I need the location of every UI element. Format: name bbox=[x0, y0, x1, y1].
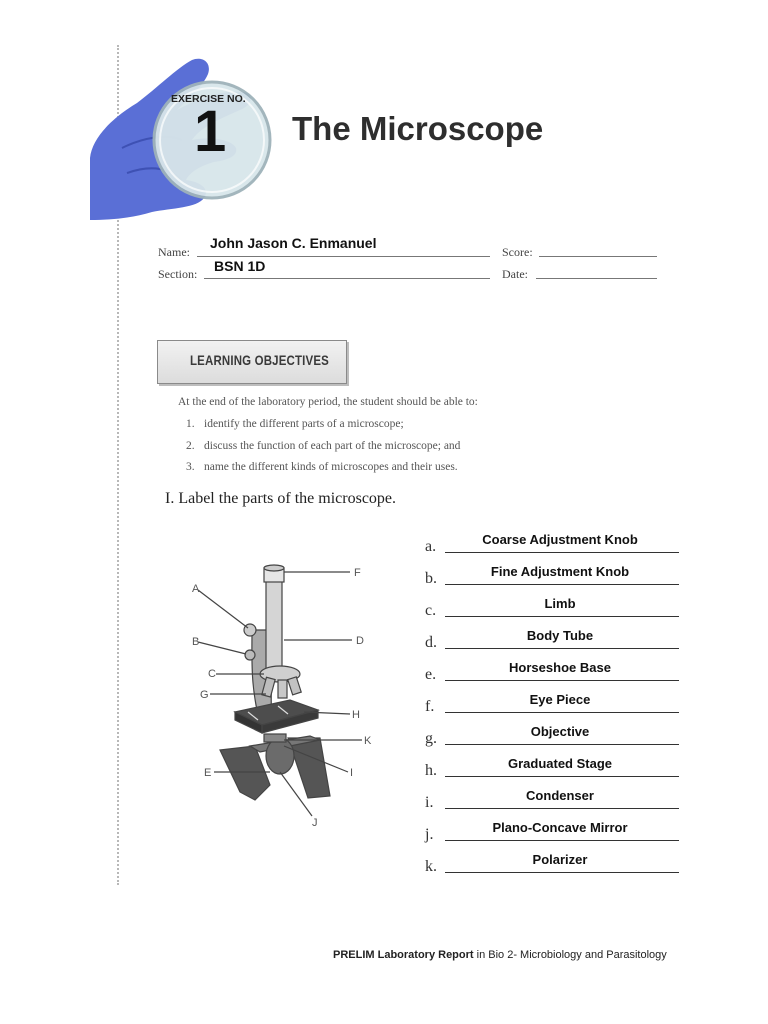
answer-text[interactable]: Body Tube bbox=[526, 628, 594, 643]
exercise-number: 1 bbox=[194, 99, 227, 164]
gloved-hand-illustration bbox=[82, 48, 282, 228]
diagram-label-i: I bbox=[350, 767, 354, 779]
date-field[interactable] bbox=[536, 278, 657, 279]
diagram-label-g: G bbox=[200, 689, 209, 701]
diagram-label-j: J bbox=[312, 817, 318, 829]
answer-line bbox=[445, 584, 679, 585]
section-value[interactable]: BSN 1D bbox=[214, 258, 266, 274]
microscope-diagram bbox=[180, 560, 380, 830]
diagram-label-c: C bbox=[208, 668, 216, 680]
page-footer bbox=[333, 949, 667, 961]
answer-letter: b. bbox=[425, 570, 437, 587]
answer-line bbox=[445, 648, 679, 649]
name-line bbox=[197, 256, 490, 257]
name-value[interactable]: John Jason C. Enmanuel bbox=[210, 235, 377, 251]
objective-item: 1. identify the different parts of a microscope; bbox=[186, 418, 404, 430]
diagram-label-h: H bbox=[352, 709, 360, 721]
answer-letter: j. bbox=[425, 826, 434, 843]
answer-text[interactable]: Limb bbox=[544, 596, 576, 611]
answer-letter: a. bbox=[425, 538, 437, 555]
section-line bbox=[204, 278, 490, 279]
section-heading: I. Label the parts of the microscope. bbox=[165, 490, 397, 507]
diagram-label-k: K bbox=[364, 735, 372, 747]
answer-text[interactable]: Coarse Adjustment Knob bbox=[482, 532, 638, 547]
date-label: Date: bbox=[502, 267, 528, 281]
answer-letter: k. bbox=[425, 858, 437, 875]
answer-text[interactable]: Condenser bbox=[526, 788, 594, 803]
answer-line bbox=[445, 712, 679, 713]
diagram-label-e: E bbox=[204, 767, 212, 779]
page-title: The Microscope bbox=[292, 110, 544, 147]
answer-line bbox=[445, 616, 679, 617]
answer-text[interactable]: Objective bbox=[530, 724, 590, 739]
diagram-label-d: D bbox=[356, 635, 364, 647]
answer-letter: c. bbox=[425, 602, 437, 619]
footer-rest: in Bio 2- Microbiology and Parasitology bbox=[473, 949, 667, 961]
learning-objectives-heading: LEARNING OBJECTIVES bbox=[190, 352, 329, 368]
answer-line bbox=[445, 552, 679, 553]
objective-item: 2. discuss the function of each part of the microscope; and bbox=[186, 440, 461, 452]
exercise-label: EXERCISE NO. bbox=[171, 93, 246, 105]
answer-line bbox=[445, 872, 679, 873]
answer-text[interactable]: Fine Adjustment Knob bbox=[490, 564, 630, 579]
answer-letter: d. bbox=[425, 634, 437, 651]
answer-line bbox=[445, 840, 679, 841]
objectives-intro: At the end of the laboratory period, the student should be able to: bbox=[178, 396, 478, 408]
answer-letter: h. bbox=[425, 762, 437, 779]
diagram-label-b: B bbox=[192, 636, 200, 648]
diagram-label-a: A bbox=[192, 583, 200, 595]
section-label: Section: bbox=[158, 267, 198, 281]
answer-line bbox=[445, 680, 679, 681]
answer-letter: f. bbox=[425, 698, 435, 715]
answer-text[interactable]: Plano-Concave Mirror bbox=[492, 820, 628, 835]
answer-letter: i. bbox=[425, 794, 434, 811]
diagram-label-f: F bbox=[354, 567, 361, 579]
answer-letter: e. bbox=[425, 666, 437, 683]
answer-line bbox=[445, 808, 679, 809]
score-label: Score: bbox=[502, 245, 533, 259]
answer-line bbox=[445, 744, 679, 745]
answer-line bbox=[445, 776, 679, 777]
objective-item: 3. name the different kinds of microscopes and their uses. bbox=[186, 461, 458, 473]
answer-text[interactable]: Graduated Stage bbox=[507, 756, 613, 771]
name-label: Name: bbox=[158, 245, 190, 259]
answer-text[interactable]: Eye Piece bbox=[529, 692, 591, 707]
answer-text[interactable]: Polarizer bbox=[532, 852, 588, 867]
answer-text[interactable]: Horseshoe Base bbox=[509, 660, 611, 675]
footer-bold: PRELIM Laboratory Report bbox=[333, 949, 474, 961]
answer-letter: g. bbox=[425, 730, 437, 747]
score-field[interactable] bbox=[539, 256, 657, 257]
